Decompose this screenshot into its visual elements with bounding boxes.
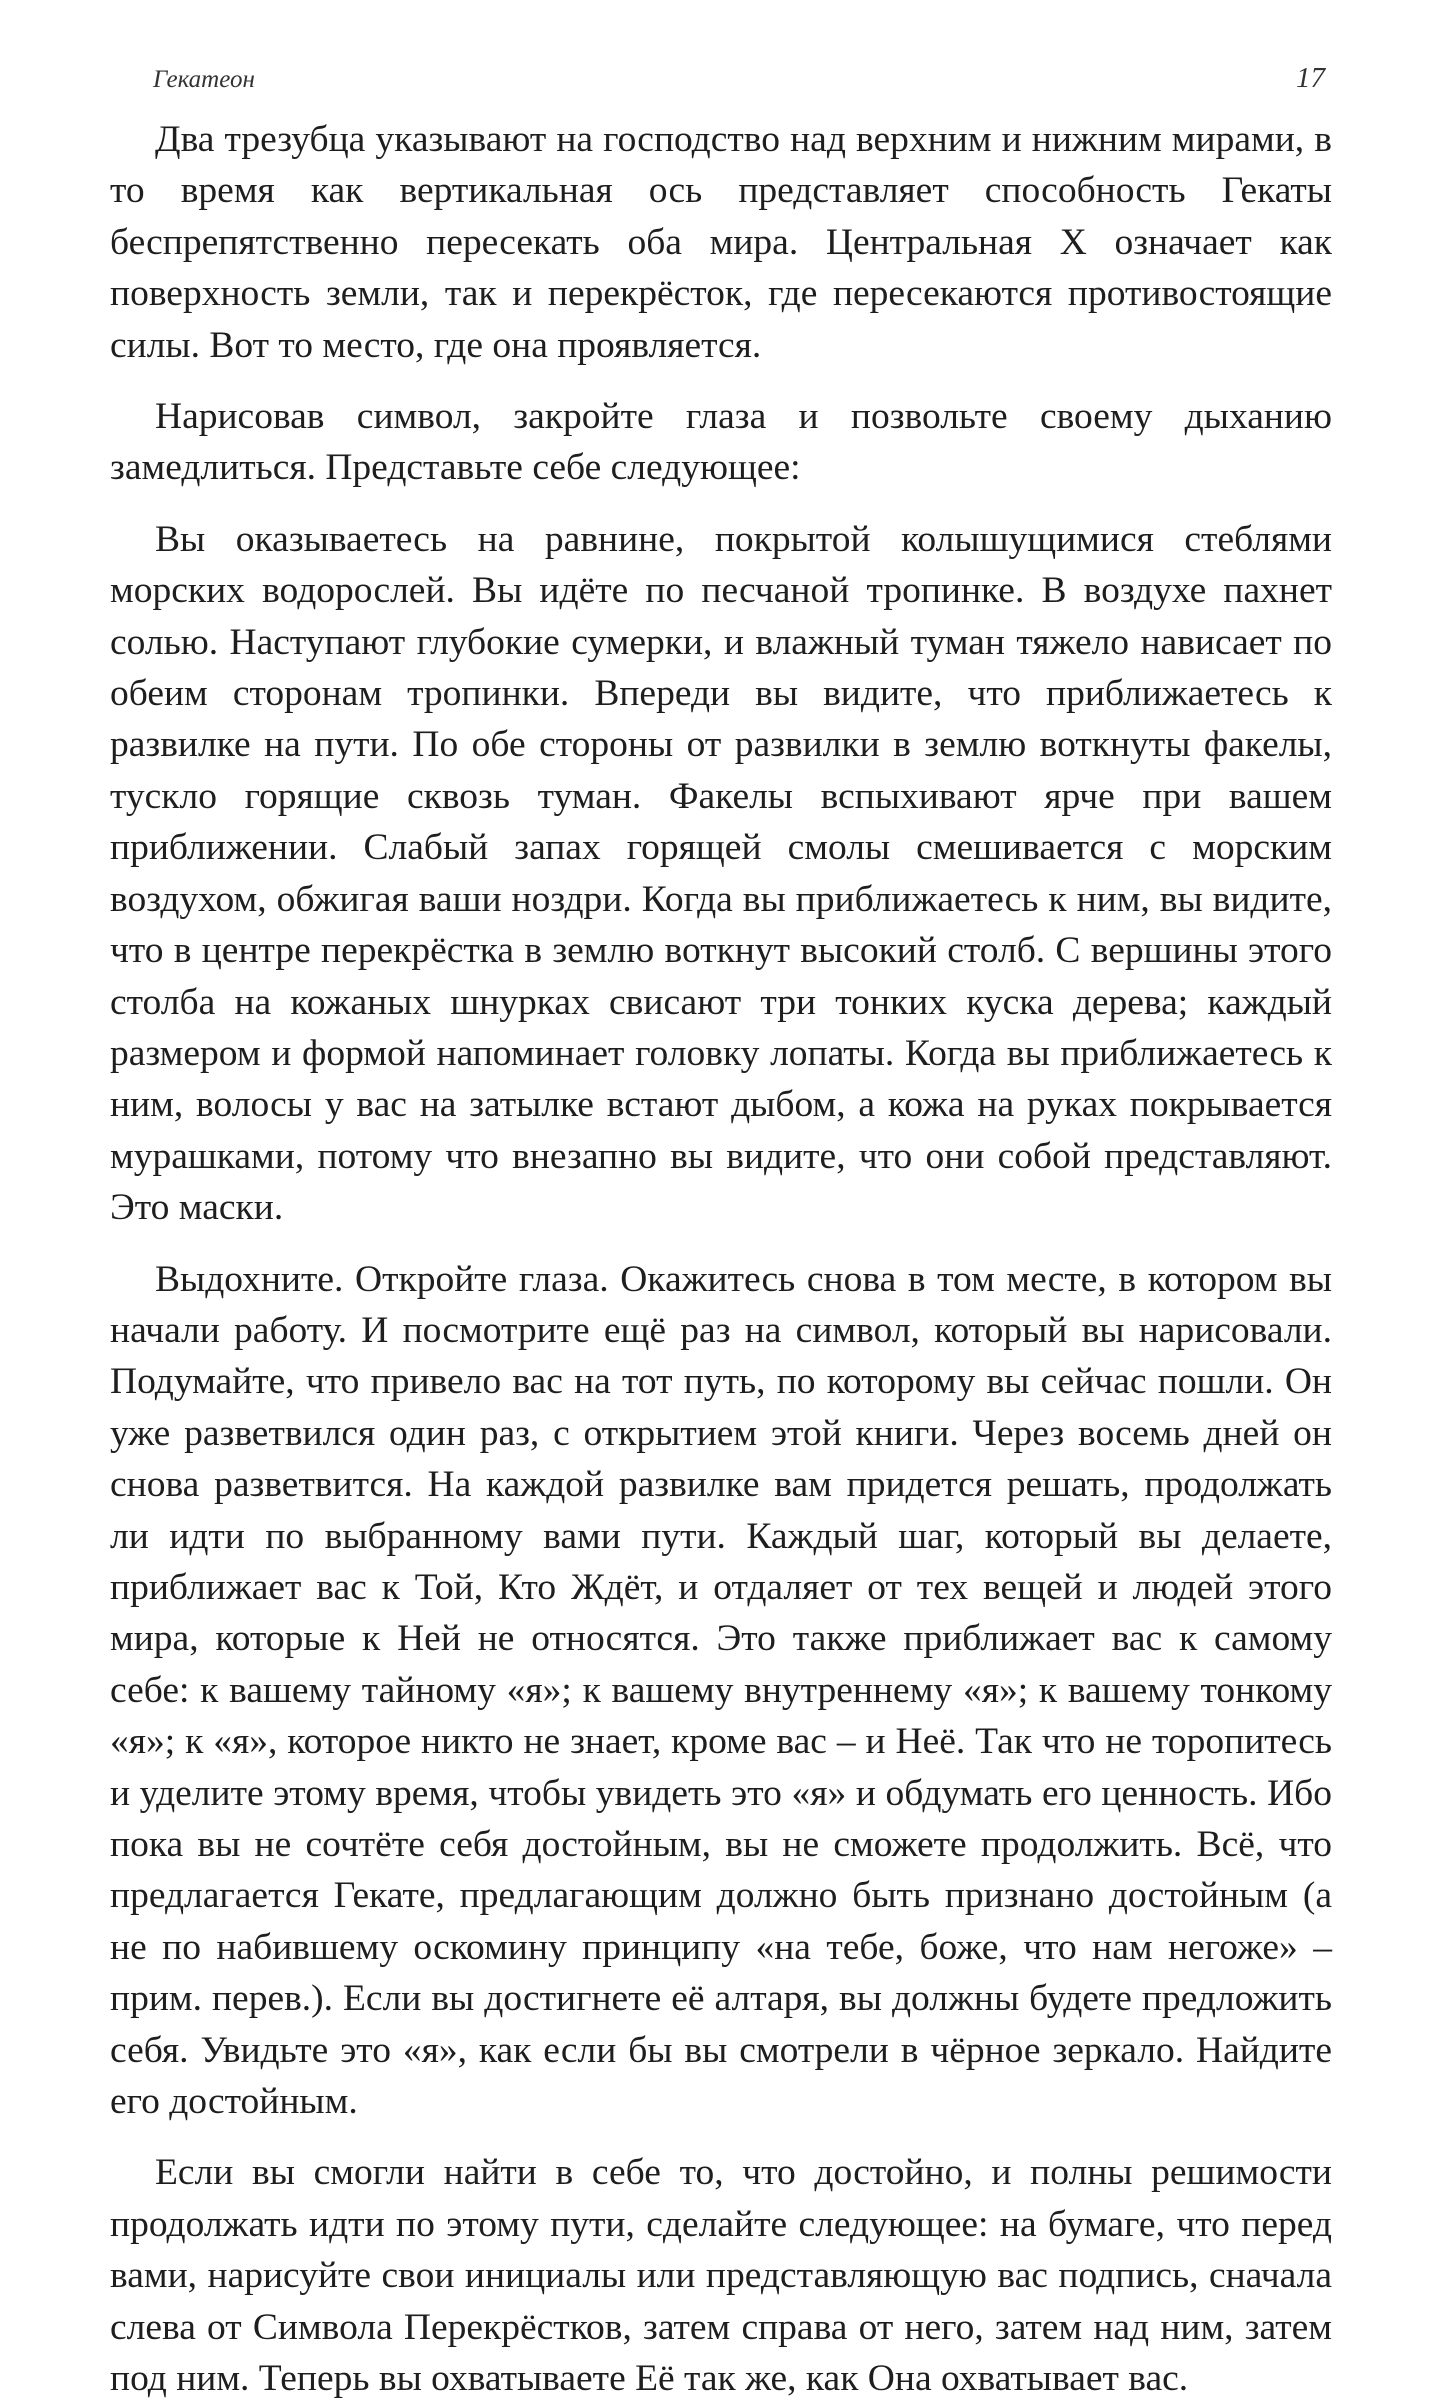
paragraph-tridents: Два трезубца указывают на господство над верхним и нижним мирами, в то время как вертикальная ось представляет способность Гекаты беспрепятственно пересекать оба мира. Центральная X означает как поверхность земли, так и перекрёсток, где пересекаются противостоящие силы. Вот то место, где она проявляется. <box>110 119 1332 366</box>
running-title: Гекатеон <box>153 66 255 93</box>
running-head <box>153 62 1325 102</box>
paragraph-exhale: Выдохните. Откройте глаза. Окажитесь снова в том месте, в котором вы начали работу. И посмотрите ещё раз на символ, который вы нарисовали. Подумайте, что привело вас на тот путь, по которому вы сейчас пошли. Он уже разветвился один раз, с открытием этой книги. Через восемь дней он снова разветвится. На каждой развилке вам придется решать, продолжать ли идти по выбранному вами пути. Каждый шаг, который вы делаете, приближает вас к Той, Кто Ждёт, и отдаляет от тех вещей и людей этого мира, которые к Ней не относятся. Это также приближает вас к самому себе: к вашему тайному «я»; к вашему внутреннему «я»; к вашему тонкому «я»; к «я», которое никто не знает, кроме вас – и Неё. Так что не торопитесь и уделите этому время, чтобы увидеть это «я» и обдумать его ценность. Ибо пока вы не сочтёте себя достойным, вы не сможете продолжить. Всё, что предлагается Гекате, предлагающим должно быть признано достойным (а не по набившему оскомину принципу «на тебе, боже, что нам негоже» – прим. перев.). Если вы достигнете её алтаря, вы должны будете предложить себя. Увидьте это «я», как если бы вы смотрели в чёрное зеркало. Найдите его достойным. <box>110 1258 1332 2123</box>
page-number: 17 <box>1296 62 1325 94</box>
paragraph-initials: Если вы смогли найти в себе то, что достойно, и полны решимости продолжать идти по этому пути, сделайте следующее: на бумаге, что перед вами, нарисуйте свои инициалы или представляющую вас подпись, сначала слева от Символа Перекрёстков, затем справа от него, затем над ним, затем под ним. Теперь вы охватываете Её так же, как Она охватывает вас. <box>110 2152 1332 2400</box>
paragraph-vision: Вы оказываетесь на равнине, покрытой колышущимися стеблями морских водорослей. Вы идёте по песчаной тропинке. В воздухе пахнет солью. Наступают глубокие сумерки, и влажный туман тяжело нависает по обеим сторонам тропинки. Впереди вы видите, что приближаетесь к развилке на пути. По обе стороны от развилки в землю воткнуты факелы, тускло горящие сквозь туман. Факелы вспыхивают ярче при вашем приближении. Слабый запах горящей смолы смешивается с морским воздухом, обжигая ваши ноздри. Когда вы приближаетесь к ним, вы видите, что в центре перекрёстка в землю воткнут высокий столб. С вершины этого столба на кожаных шнурках свисают три тонких куска дерева; каждый размером и формой напоминает головку лопаты. Когда вы приближаетесь к ним, волосы у вас на затылке встают дыбом, а кожа на руках покрывается мурашками, потому что внезапно вы видите, что они собой представляют. Это маски. <box>110 518 1332 1229</box>
paragraph-close-eyes: Нарисовав символ, закройте глаза и позвольте своему дыханию замедлиться. Представьте себе следующее: <box>110 396 1332 489</box>
body-text <box>110 114 1332 2404</box>
